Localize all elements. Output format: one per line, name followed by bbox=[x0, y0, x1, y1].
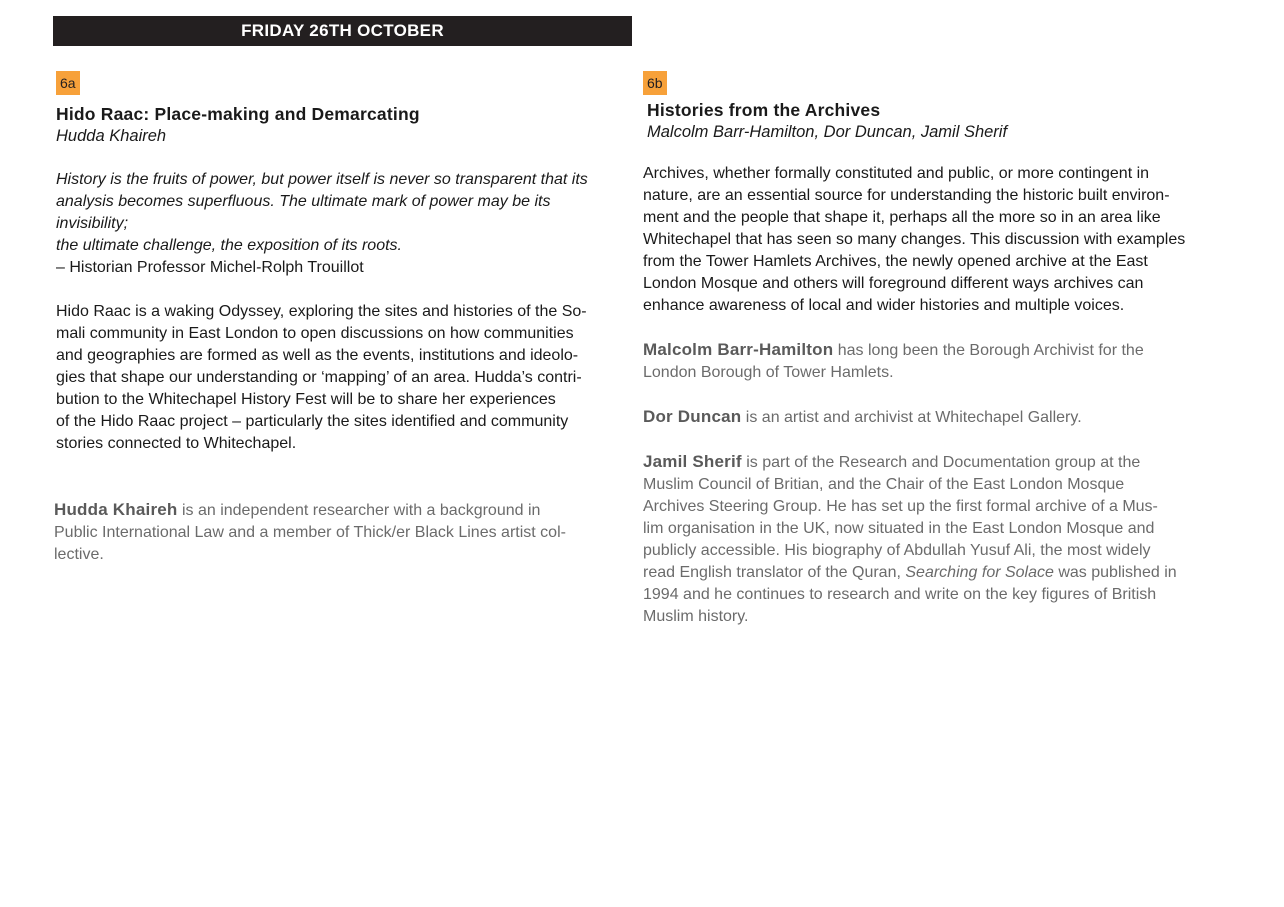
speaker-bio: Dor Duncan is an artist and archivist at Whitechapel Gallery. bbox=[643, 407, 1082, 426]
event-speakers: Hudda Khaireh bbox=[56, 127, 167, 145]
quote-line: analysis becomes superfluous. The ultimate mark of power may be its invisibility; bbox=[56, 193, 551, 232]
speaker-bio: Jamil Sherif is part of the Research and Documentation group at the Muslim Council of Britian, and the Chair of the East London Mosque Archives Steering Group. He has set up the first formal archive of a Mus- lim organisation in the UK, now situated in the East London Mosque and publicly accessible. His biography of Abdullah Yusuf Ali, the most widely read English translator of the Quran, Searching for Solace was published in 1994 and he continues to research and write on the key figures of British Muslim history. bbox=[643, 452, 1177, 625]
quote-line: the ultimate challenge, the exposition of its roots. bbox=[56, 237, 402, 254]
description-line: bution to the Whitechapel History Fest will be to share her experiences bbox=[56, 391, 556, 408]
event-speakers: Malcolm Barr-Hamilton, Dor Duncan, Jamil Sherif bbox=[647, 123, 1008, 141]
event-description bbox=[56, 301, 608, 455]
description-line: gies that shape our understanding or ‘mapping’ of an area. Hudda’s contri- bbox=[56, 369, 582, 386]
description-line: of the Hido Raac project – particularly the sites identified and community bbox=[56, 413, 569, 430]
description-line: Archives, whether formally constituted and public, or more contingent in bbox=[643, 165, 1150, 182]
description-line: and geographies are formed as well as the events, institutions and ideolo- bbox=[56, 347, 579, 364]
speaker-name: Hudda Khaireh bbox=[54, 500, 178, 519]
date-header bbox=[53, 16, 632, 46]
event-description bbox=[643, 163, 1203, 317]
book-title: Searching for Solace bbox=[905, 564, 1054, 581]
description-line: ment and the people that shape it, perhaps all the more so in an area like bbox=[643, 209, 1161, 226]
speaker-name: Jamil Sherif bbox=[643, 452, 742, 471]
event-6b bbox=[643, 71, 1203, 628]
event-quote bbox=[56, 169, 608, 279]
event-6a bbox=[56, 71, 608, 566]
date-header-label: FRIDAY 26TH OCTOBER bbox=[241, 21, 444, 40]
description-line: stories connected to Whitechapel. bbox=[56, 435, 297, 452]
description-line: Whitechapel that has seen so many changes. This discussion with examples bbox=[643, 231, 1186, 248]
event-title: Histories from the Archives bbox=[647, 100, 881, 120]
event-tag: 6a bbox=[56, 71, 80, 95]
description-line: nature, are an essential source for understanding the historic built environ- bbox=[643, 187, 1170, 204]
description-line: mali community in East London to open discussions on how communities bbox=[56, 325, 574, 342]
description-line: Hido Raac is a waking Odyssey, exploring the sites and histories of the So- bbox=[56, 303, 587, 320]
description-line: London Mosque and others will foreground different ways archives can bbox=[643, 275, 1144, 292]
speaker-name: Dor Duncan bbox=[643, 407, 742, 426]
speaker-name: Malcolm Barr-Hamilton bbox=[643, 340, 834, 359]
quote-line: History is the fruits of power, but power itself is never so transparent that its bbox=[56, 171, 588, 188]
event-title: Hido Raac: Place-making and Demarcating bbox=[56, 104, 420, 124]
speaker-bio: Malcolm Barr-Hamilton has long been the Borough Archivist for the London Borough of Tower Hamlets. bbox=[643, 340, 1144, 381]
description-line: from the Tower Hamlets Archives, the newly opened archive at the East bbox=[643, 253, 1148, 270]
event-tag: 6b bbox=[643, 71, 667, 95]
description-line: enhance awareness of local and wider histories and multiple voices. bbox=[643, 297, 1125, 314]
speaker-bio: Hudda Khaireh is an independent researcher with a background in Public International Law and a member of Thick/er Black Lines artist col- lective. bbox=[54, 500, 566, 563]
quote-attribution: – Historian Professor Michel-Rolph Trouillot bbox=[56, 259, 364, 276]
